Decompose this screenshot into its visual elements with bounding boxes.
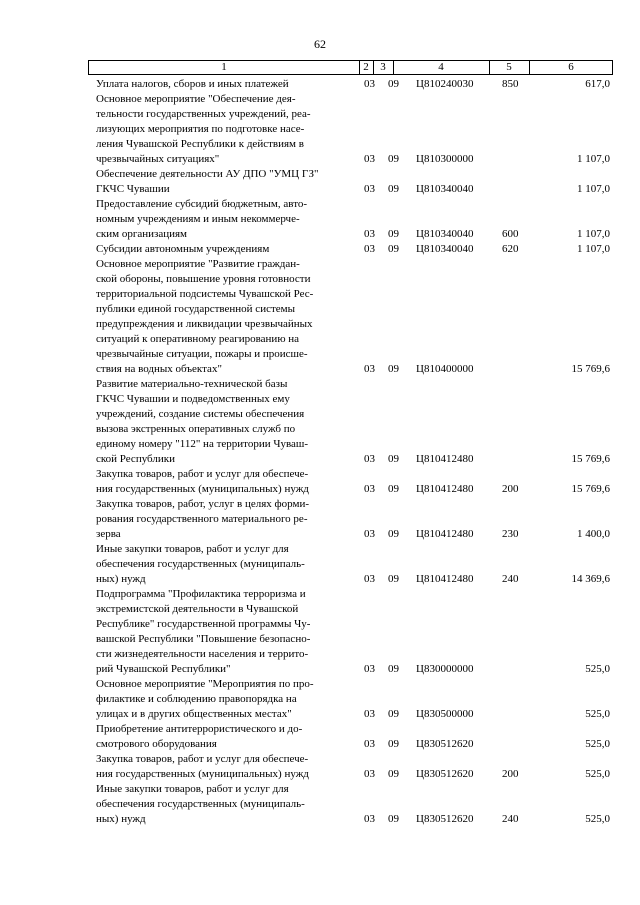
row-sum: 525,0 — [585, 663, 610, 675]
table-row — [0, 92, 640, 167]
row-pr: 09 — [388, 738, 399, 750]
row-name: Закупка товаров, работ, услуг в целях форми- рования государственного материального ре- зерва — [96, 498, 309, 540]
row-vr: 620 — [502, 243, 519, 255]
row-csr: Ц830512620 — [416, 768, 474, 780]
row-csr: Ц810300000 — [416, 153, 474, 165]
row-vr: 200 — [502, 483, 519, 495]
table-body — [0, 77, 640, 827]
header-col-1: 1 — [89, 61, 360, 74]
header-col-3: 3 — [373, 61, 394, 74]
row-name: Иные закупки товаров, работ и услуг для обеспечения государственных (муниципаль- ных) нужд — [96, 783, 305, 825]
row-sum: 14 369,6 — [571, 573, 610, 585]
table-row — [0, 497, 640, 542]
row-name: Основное мероприятие "Мероприятия по про- филактике и соблюдению правопорядка на улицах и в других общественных местах" — [96, 678, 314, 720]
row-sum: 525,0 — [585, 708, 610, 720]
table-row — [0, 377, 640, 467]
table-row — [0, 77, 640, 92]
table-row — [0, 677, 640, 722]
table-row — [0, 467, 640, 497]
row-csr: Ц830512620 — [416, 813, 474, 825]
row-sum: 617,0 — [585, 78, 610, 90]
table-row — [0, 257, 640, 377]
row-csr: Ц810340040 — [416, 183, 474, 195]
row-pr: 09 — [388, 813, 399, 825]
row-csr: Ц810412480 — [416, 483, 474, 495]
row-sum: 1 107,0 — [577, 243, 610, 255]
row-rz: 03 — [364, 573, 375, 585]
row-sum: 15 769,6 — [571, 453, 610, 465]
row-csr: Ц810400000 — [416, 363, 474, 375]
row-rz: 03 — [364, 78, 375, 90]
row-sum: 15 769,6 — [571, 363, 610, 375]
row-pr: 09 — [388, 243, 399, 255]
table-row — [0, 542, 640, 587]
row-pr: 09 — [388, 228, 399, 240]
table-header — [88, 60, 613, 75]
table-row — [0, 587, 640, 677]
row-pr: 09 — [388, 183, 399, 195]
row-sum: 1 107,0 — [577, 183, 610, 195]
row-csr: Ц810412480 — [416, 528, 474, 540]
row-pr: 09 — [388, 153, 399, 165]
table-row — [0, 167, 640, 197]
row-sum: 1 107,0 — [577, 228, 610, 240]
row-sum: 15 769,6 — [571, 483, 610, 495]
row-pr: 09 — [388, 453, 399, 465]
row-rz: 03 — [364, 738, 375, 750]
row-rz: 03 — [364, 813, 375, 825]
row-rz: 03 — [364, 663, 375, 675]
row-name: Основное мероприятие "Обеспечение дея- тельности государственных учреждений, реа- лизующих мероприятия по подготовке насе- ления Чувашской Республики к действиям в чрезвычайных ситуациях" — [96, 93, 311, 165]
row-rz: 03 — [364, 483, 375, 495]
row-rz: 03 — [364, 153, 375, 165]
row-vr: 850 — [502, 78, 519, 90]
row-rz: 03 — [364, 768, 375, 780]
row-csr: Ц810412480 — [416, 573, 474, 585]
table-row — [0, 722, 640, 752]
row-csr: Ц830500000 — [416, 708, 474, 720]
row-name: Субсидии автономным учреждениям — [96, 243, 270, 255]
row-rz: 03 — [364, 528, 375, 540]
row-pr: 09 — [388, 528, 399, 540]
row-pr: 09 — [388, 708, 399, 720]
row-rz: 03 — [364, 243, 375, 255]
row-name: Подпрограмма "Профилактика терроризма и экстремистской деятельности в Чувашской Республике" государственной программы Чу- вашской Республики "Повышение безопасно- сти жизнедеятельности населения и террито- рий Чувашской Республики" — [96, 588, 311, 675]
row-csr: Ц810412480 — [416, 453, 474, 465]
row-rz: 03 — [364, 453, 375, 465]
row-sum: 525,0 — [585, 738, 610, 750]
row-pr: 09 — [388, 663, 399, 675]
row-rz: 03 — [364, 228, 375, 240]
row-vr: 240 — [502, 813, 519, 825]
row-pr: 09 — [388, 78, 399, 90]
table-row — [0, 782, 640, 827]
header-col-4: 4 — [393, 61, 490, 74]
row-csr: Ц810340040 — [416, 228, 474, 240]
row-csr: Ц810240030 — [416, 78, 474, 90]
header-col-5: 5 — [489, 61, 530, 74]
row-sum: 525,0 — [585, 768, 610, 780]
table-row — [0, 197, 640, 242]
row-name: Развитие материально-технической базы ГКЧС Чувашии и подведомственных ему учреждений, создание системы обеспечения вызова экстренных оперативных служб по единому номеру "112" на территории Чуваш- ской Республики — [96, 378, 309, 465]
header-col-2: 2 — [359, 61, 374, 74]
row-sum: 1 400,0 — [577, 528, 610, 540]
row-csr: Ц810340040 — [416, 243, 474, 255]
page-number: 62 — [314, 37, 326, 51]
row-pr: 09 — [388, 768, 399, 780]
row-name: Обеспечение деятельности АУ ДПО "УМЦ ГЗ" ГКЧС Чувашии — [96, 168, 319, 195]
row-pr: 09 — [388, 573, 399, 585]
table-row — [0, 752, 640, 782]
row-sum: 525,0 — [585, 813, 610, 825]
row-name: Закупка товаров, работ и услуг для обеспече- ния государственных (муниципальных) нужд — [96, 468, 309, 495]
row-rz: 03 — [364, 183, 375, 195]
row-vr: 600 — [502, 228, 519, 240]
header-col-6: 6 — [568, 61, 574, 73]
row-rz: 03 — [364, 708, 375, 720]
row-csr: Ц830000000 — [416, 663, 474, 675]
row-name: Закупка товаров, работ и услуг для обеспече- ния государственных (муниципальных) нужд — [96, 753, 309, 780]
row-csr: Ц830512620 — [416, 738, 474, 750]
row-name: Основное мероприятие "Развитие граждан- ской обороны, повышение уровня готовности территориальной подсистемы Чувашской Рес- публики единой государственной системы предупреждения и ликвидации чрезвычайных ситуаций к оперативному реагированию на чрезвычайные ситуации, пожары и происше- ствия на водных объектах" — [96, 258, 314, 375]
row-vr: 240 — [502, 573, 519, 585]
row-pr: 09 — [388, 483, 399, 495]
row-name: Приобретение антитеррористического и до- смотрового оборудования — [96, 723, 303, 750]
row-sum: 1 107,0 — [577, 153, 610, 165]
row-name: Иные закупки товаров, работ и услуг для обеспечения государственных (муниципаль- ных) нужд — [96, 543, 305, 585]
row-name: Предоставление субсидий бюджетным, авто- номным учреждениям и иным некоммерче- ским организациям — [96, 198, 308, 240]
table-row — [0, 242, 640, 257]
row-pr: 09 — [388, 363, 399, 375]
row-rz: 03 — [364, 363, 375, 375]
row-name: Уплата налогов, сборов и иных платежей — [96, 78, 289, 90]
row-vr: 230 — [502, 528, 519, 540]
row-vr: 200 — [502, 768, 519, 780]
